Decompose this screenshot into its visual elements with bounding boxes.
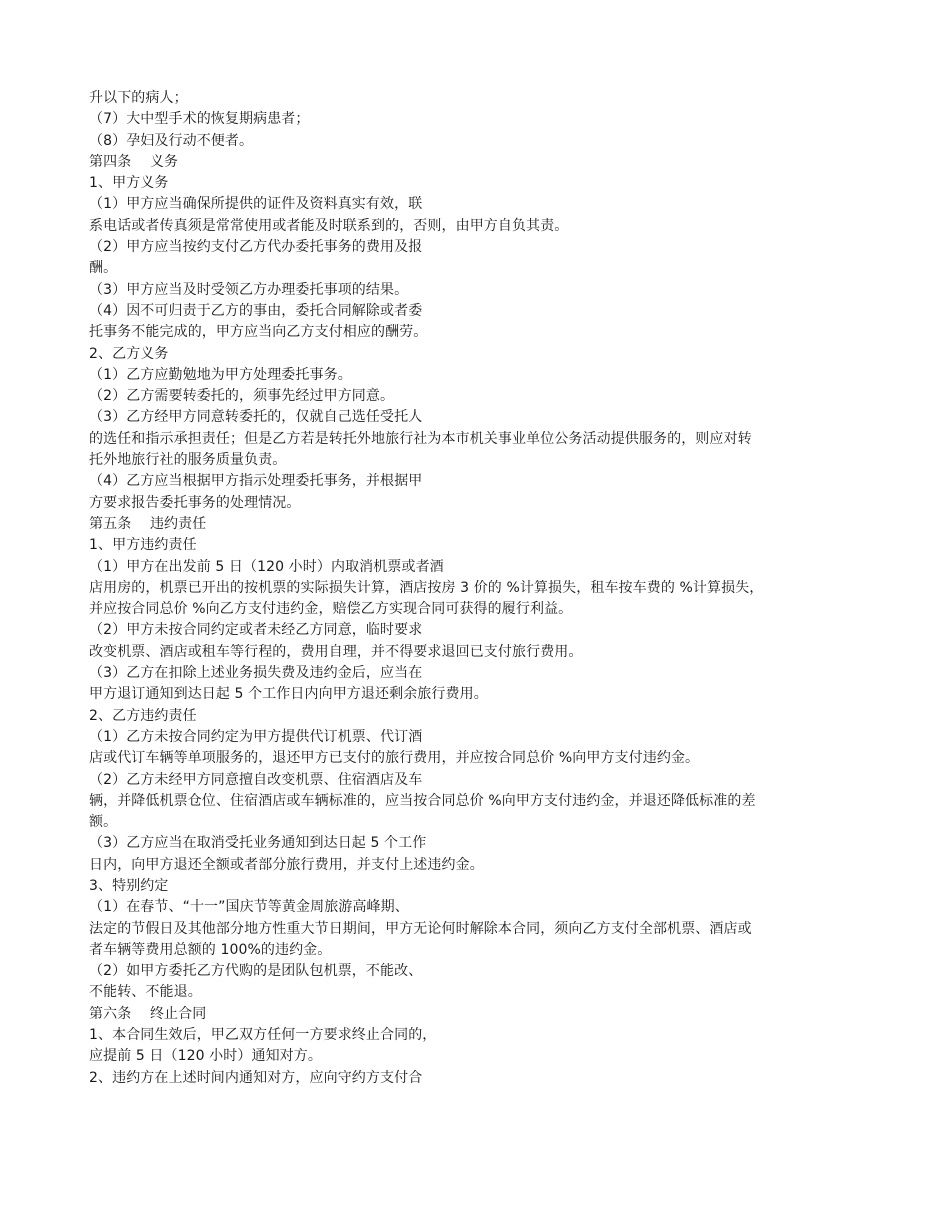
text-line: 店或代订车辆等单项服务的，退还甲方已支付的旅行费用，并应按合同总价 %向甲方支付违约金。 — [89, 750, 700, 767]
text-line: （3）甲方应当及时受领乙方办理委托事项的结果。 — [89, 281, 409, 298]
text-line: 者车辆等费用总额的 100%的违约金。 — [89, 941, 332, 958]
subsection-heading: 1、甲方违约责任 — [89, 537, 197, 554]
text-line: 2、违约方在上述时间内通知对方，应向守约方支付合 — [89, 1069, 423, 1086]
text-line: （1）乙方应勤勉地为甲方处理委托事务。 — [89, 366, 352, 383]
text-line: 改变机票、酒店或租车等行程的，费用自理，并不得要求退回已支付旅行费用。 — [89, 643, 583, 660]
text-line: 升以下的病人； — [89, 90, 188, 106]
text-line: 托事务不能完成的，甲方应当向乙方支付相应的酬劳。 — [89, 324, 428, 341]
section-heading: 第四条 义务 — [89, 153, 179, 170]
text-line: （4）乙方应当根据甲方指示处理委托事务，并根据甲 — [89, 473, 423, 490]
text-line: 不能转、不能退。 — [89, 984, 202, 1001]
text-line: 应提前 5 日（120 小时）通知对方。 — [89, 1048, 322, 1065]
text-line: （1）甲方在出发前 5 日（120 小时）内取消机票或者酒 — [89, 558, 444, 575]
subsection-heading: 3、特别约定 — [89, 877, 169, 894]
text-line: （3）乙方应当在取消受托业务通知到达日起 5 个工作 — [89, 835, 427, 852]
section-heading: 第六条 终止合同 — [89, 1005, 207, 1022]
text-line: （3）乙方经甲方同意转委托的，仅就自己选任受托人 — [89, 409, 423, 426]
subsection-heading: 1、甲方义务 — [89, 175, 169, 192]
text-line: （2）甲方应当按约支付乙方代办委托事务的费用及报 — [89, 239, 423, 256]
text-line: 系电话或者传真须是常常使用或者能及时联系到的，否则，由甲方自负其责。 — [89, 217, 569, 234]
text-line: 甲方退订通知到达日起 5 个工作日内向甲方退还剩余旅行费用。 — [89, 686, 488, 703]
text-line: 日内，向甲方退还全额或者部分旅行费用，并支付上述违约金。 — [89, 856, 484, 873]
text-line: 托外地旅行社的服务质量负责。 — [89, 452, 287, 469]
section-heading: 第五条 违约责任 — [89, 515, 207, 532]
text-line: 店用房的，机票已开出的按机票的实际损失计算，酒店按房 3 价的 %计算损失，租车按车费的 %计算损失， — [89, 579, 764, 596]
document-body — [89, 88, 879, 1089]
text-line: （1）乙方未按合同约定为甲方提供代订机票、代订酒 — [89, 728, 423, 745]
text-line: （2）如甲方委托乙方代购的是团队包机票，不能改、 — [89, 963, 423, 980]
text-line: 酬。 — [89, 260, 118, 277]
text-line: （1）在春节、“十一”国庆节等黄金周旅游高峰期、 — [89, 899, 409, 916]
text-line: （8）孕妇及行动不便者。 — [89, 132, 254, 149]
subsection-heading: 2、乙方违约责任 — [89, 707, 197, 724]
text-line: （2）乙方需要转委托的，须事先经过甲方同意。 — [89, 388, 395, 405]
subsection-heading: 2、乙方义务 — [89, 345, 169, 362]
text-line: （2）甲方未按合同约定或者未经乙方同意，临时要求 — [89, 622, 423, 639]
text-line: 的选任和指示承担责任；但是乙方若是转托外地旅行社为本市机关事业单位公务活动提供服务的，则应对转 — [89, 430, 752, 447]
text-line: （2）乙方未经甲方同意擅自改变机票、住宿酒店及车 — [89, 771, 423, 788]
text-line: （3）乙方在扣除上述业务损失费及违约金后，应当在 — [89, 665, 423, 682]
text-line: 法定的节假日及其他部分地方性重大节日期间，甲方无论何时解除本合同，须向乙方支付全部机票、酒店或 — [89, 920, 752, 937]
text-line: （7）大中型手术的恢复期病患者； — [89, 111, 310, 128]
text-line: 额。 — [89, 814, 118, 831]
text-line: 并应按合同总价 %向乙方支付违约金，赔偿乙方实现合同可获得的履行利益。 — [89, 601, 573, 618]
text-line: 辆，并降低机票仓位、住宿酒店或车辆标准的，应当按合同总价 %向甲方支付违约金，并退还降低标准的差 — [89, 792, 756, 809]
text-line: 1、本合同生效后，甲乙双方任何一方要求终止合同的， — [89, 1027, 437, 1044]
text-line: （4）因不可归责于乙方的事由，委托合同解除或者委 — [89, 302, 423, 319]
text-line: 方要求报告委托事务的处理情况。 — [89, 494, 301, 511]
text-line: （1）甲方应当确保所提供的证件及资料真实有效，联 — [89, 196, 423, 213]
